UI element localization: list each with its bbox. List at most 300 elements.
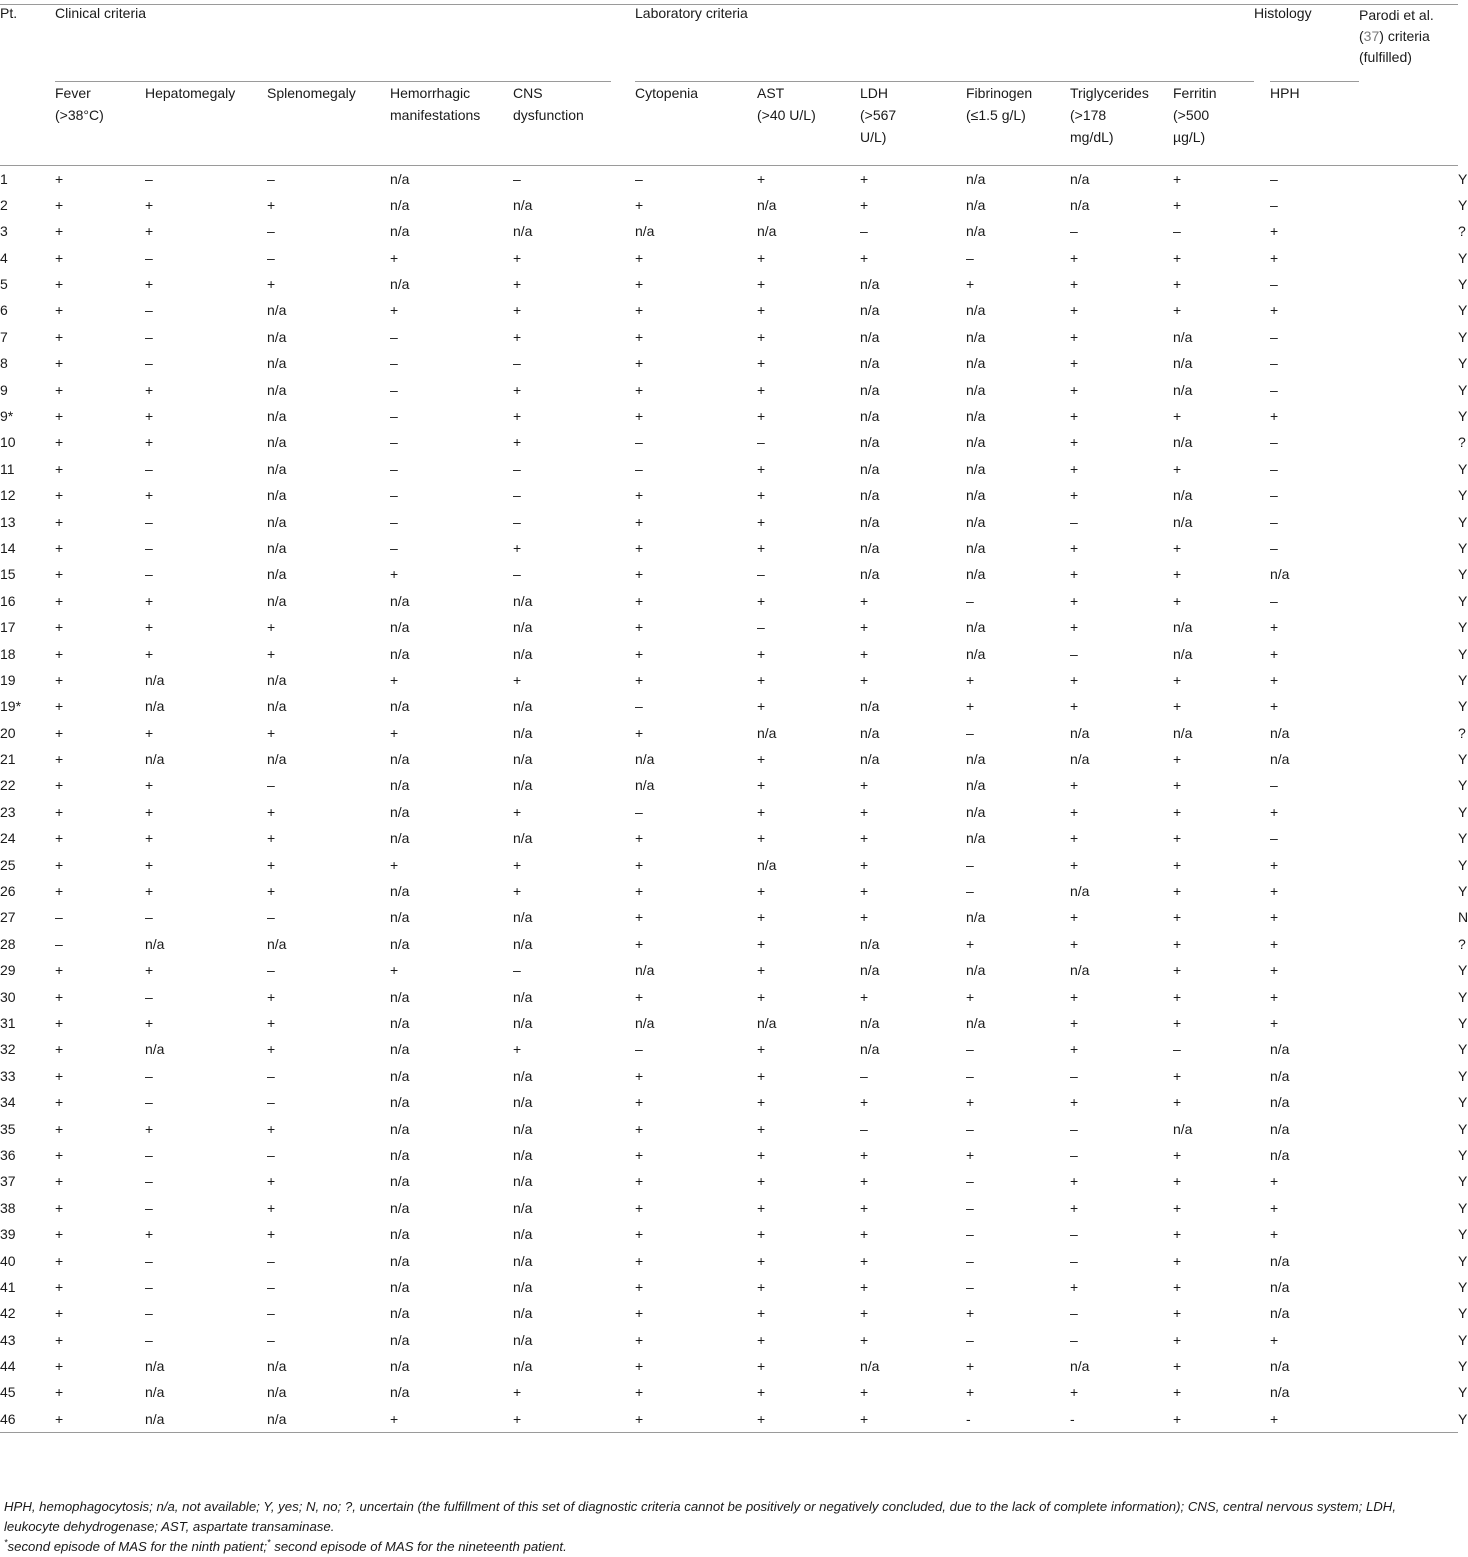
cell-value: n/a: [966, 434, 986, 451]
cell-value: +: [1173, 1410, 1182, 1427]
cell-value: n/a: [966, 487, 986, 504]
cell-value: n/a: [1173, 513, 1193, 530]
patient-id: 29: [0, 962, 16, 979]
cell-value: n/a: [513, 698, 533, 715]
cell-value: +: [55, 1410, 64, 1427]
cell-value: +: [55, 276, 64, 293]
table-row: 19* + n/a n/a n/a n/a – + n/a + + + + Y: [0, 693, 1458, 719]
cell-value: +: [55, 249, 64, 266]
patient-id: 32: [0, 1041, 16, 1058]
cell-value: –: [390, 328, 398, 345]
table-row: 23 + + + n/a + – + + n/a + + + Y: [0, 799, 1458, 825]
cell-value: n/a: [757, 1015, 777, 1031]
cell-value: n/a: [1070, 962, 1090, 979]
cell-value: +: [1270, 1226, 1279, 1243]
cell-value: n/a: [1270, 1067, 1290, 1084]
cell-value: +: [635, 408, 644, 425]
cell-value: +: [145, 276, 154, 293]
cell-value: –: [1070, 1252, 1078, 1269]
cell-value: n/a: [390, 170, 410, 187]
cell-value: +: [1070, 355, 1079, 372]
cell-value: –: [966, 724, 974, 741]
cell-value: +: [1173, 196, 1182, 213]
patient-id: 41: [0, 1278, 16, 1295]
cell-value: +: [1173, 883, 1182, 900]
cell-value: +: [635, 196, 644, 213]
cell-value: –: [145, 302, 153, 319]
cell-value: –: [390, 487, 398, 504]
cell-value: +: [513, 302, 522, 319]
cell-value: +: [966, 1094, 975, 1111]
cell-value: +: [145, 196, 154, 213]
cell-value: +: [635, 671, 644, 688]
table-row: 26 + + + n/a + + + + – n/a + + Y: [0, 878, 1458, 904]
cell-value: +: [1070, 592, 1079, 609]
cell-value: n/a: [757, 223, 777, 240]
cell-value: –: [513, 962, 521, 979]
cell-value: n/a: [966, 619, 986, 636]
cell-value: +: [55, 355, 64, 372]
table-row: 1 + – – n/a – – + + n/a n/a + – Y: [0, 166, 1458, 192]
cell-value: +: [55, 1041, 64, 1058]
cell-value: n/a: [513, 935, 533, 952]
cell-value: +: [860, 1146, 869, 1163]
cell-value: n/a: [635, 777, 655, 794]
header-clinical-criteria: Clinical criteria: [55, 5, 147, 21]
cell-value: +: [1173, 909, 1182, 926]
cell-value: +: [1270, 962, 1279, 979]
cell-value: n/a: [267, 751, 287, 768]
cell-value: +: [757, 328, 766, 345]
cell-value: +: [860, 1278, 869, 1295]
cell-value: n/a: [390, 1278, 410, 1295]
cell-value: +: [390, 856, 399, 873]
cell-value: n/a: [1270, 724, 1290, 741]
table-row: 8 + – n/a – – + + n/a n/a + n/a – Y: [0, 350, 1458, 376]
cell-value: +: [55, 513, 64, 530]
cell-value: –: [1173, 223, 1181, 240]
cell-value: –: [966, 1278, 974, 1295]
cell-value: –: [966, 1331, 974, 1348]
cell-value: n/a: [966, 408, 986, 425]
cell-value: n/a: [145, 1410, 165, 1427]
cell-value: n/a: [1070, 724, 1090, 741]
cell-value: n/a: [267, 1384, 287, 1401]
patient-id: 1: [0, 170, 8, 187]
cell-value: n/a: [513, 988, 533, 1005]
cell-value: –: [390, 408, 398, 425]
table-row: 41 + – – n/a n/a + + + – + + n/a Y: [0, 1274, 1458, 1300]
cell-value: +: [635, 1226, 644, 1243]
cell-value: +: [55, 962, 64, 979]
cell-value: +: [1070, 302, 1079, 319]
table-row: 24 + + + n/a n/a + + + n/a + + – Y: [0, 825, 1458, 851]
cell-value: +: [1070, 1278, 1079, 1295]
cell-value: n/a: [1173, 434, 1193, 451]
cell-value: +: [860, 1252, 869, 1269]
cell-value: +: [1070, 1173, 1079, 1190]
cell-value: n/a: [860, 460, 880, 477]
cell-value: –: [1270, 276, 1278, 293]
table-row: 6 + – n/a + + + + n/a n/a + + + Y: [0, 297, 1458, 323]
cell-value: +: [757, 1120, 766, 1137]
cell-value: –: [1070, 1120, 1078, 1137]
cell-value: +: [1270, 935, 1279, 952]
cell-value: +: [1070, 698, 1079, 715]
cell-value: n/a: [390, 1305, 410, 1322]
cell-value: +: [513, 671, 522, 688]
cell-value: –: [1270, 777, 1278, 794]
table-row: 35 + + + n/a n/a + + – – – n/a n/a Y: [0, 1116, 1458, 1142]
cell-value: +: [966, 276, 975, 293]
cell-value: –: [860, 223, 868, 240]
cell-value: +: [1173, 170, 1182, 187]
cell-value: +: [55, 328, 64, 345]
cell-value: +: [635, 619, 644, 636]
cell-value: +: [513, 276, 522, 293]
cell-value: +: [267, 1199, 276, 1216]
cell-value: –: [1173, 1041, 1181, 1058]
cell-value: n/a: [267, 592, 287, 609]
cell-value: n/a: [513, 751, 533, 768]
cell-value: n/a: [966, 302, 986, 319]
cell-value: +: [55, 434, 64, 451]
cell-value: +: [513, 1410, 522, 1427]
cell-value: +: [635, 988, 644, 1005]
cell-value: +: [145, 1226, 154, 1243]
reference-link[interactable]: 37: [1363, 28, 1380, 44]
cell-value: n/a: [860, 539, 880, 556]
cell-value: –: [145, 1146, 153, 1163]
cell-value: +: [1173, 698, 1182, 715]
cell-value: +: [635, 856, 644, 873]
cell-value: n/a: [513, 619, 533, 636]
cell-value: +: [1070, 1199, 1079, 1216]
cell-value: +: [757, 1067, 766, 1084]
cell-value: +: [757, 460, 766, 477]
cell-value: n/a: [513, 1199, 533, 1216]
cell-value: +: [757, 698, 766, 715]
patient-id: 30: [0, 988, 16, 1005]
cell-value: +: [635, 1331, 644, 1348]
patient-id: 6: [0, 302, 8, 319]
table-row: 34 + – – n/a n/a + + + + + + n/a Y: [0, 1089, 1458, 1115]
cell-value: n/a: [390, 1358, 410, 1375]
table-row: 9 + + n/a – + + + n/a n/a + n/a – Y: [0, 377, 1458, 403]
table-row: 29 + + – + – n/a + n/a n/a n/a + + Y: [0, 957, 1458, 983]
cell-value: +: [860, 592, 869, 609]
cell-value: +: [635, 645, 644, 662]
cell-value: +: [145, 645, 154, 662]
cell-value: +: [1173, 1226, 1182, 1243]
cell-value: +: [860, 830, 869, 847]
cell-value: n/a: [966, 460, 986, 477]
cell-value: +: [635, 276, 644, 293]
patient-id: 38: [0, 1199, 16, 1216]
cell-value: +: [267, 724, 276, 741]
cell-value: n/a: [1270, 1252, 1290, 1269]
cell-value: +: [860, 645, 869, 662]
cell-value: n/a: [390, 619, 410, 636]
cell-value: –: [267, 909, 275, 926]
cell-value: +: [267, 830, 276, 847]
cell-value: n/a: [513, 1358, 533, 1375]
cell-value: +: [513, 1384, 522, 1401]
cell-value: n/a: [267, 355, 287, 372]
cell-value: +: [635, 539, 644, 556]
cell-value: n/a: [635, 1015, 655, 1031]
cell-value: +: [513, 381, 522, 398]
cell-value: +: [390, 249, 399, 266]
cell-value: –: [513, 170, 521, 187]
table-footnotes: [4, 1497, 1454, 1557]
cell-value: –: [1070, 223, 1078, 240]
cell-value: n/a: [860, 935, 880, 952]
patient-id: 43: [0, 1331, 16, 1348]
cell-value: +: [635, 1410, 644, 1427]
cell-value: +: [145, 381, 154, 398]
cell-value: –: [267, 1331, 275, 1348]
cell-value: n/a: [1070, 751, 1090, 768]
cell-value: n/a: [860, 276, 880, 293]
table-row: 28 – n/a n/a n/a n/a + + n/a + + + + ?: [0, 931, 1458, 957]
cell-value: +: [1173, 830, 1182, 847]
cell-value: –: [966, 592, 974, 609]
cell-value: +: [145, 223, 154, 240]
cell-value: n/a: [390, 777, 410, 794]
cell-value: +: [267, 883, 276, 900]
cell-value: n/a: [267, 1410, 287, 1427]
cell-value: –: [267, 777, 275, 794]
cell-value: +: [860, 671, 869, 688]
subheader-splenomegaly: Splenomegaly: [267, 81, 390, 165]
cell-value: +: [390, 566, 399, 583]
cell-value: –: [757, 619, 765, 636]
cell-value: +: [635, 724, 644, 741]
cell-value: n/a: [860, 1358, 880, 1375]
cell-value: –: [1270, 487, 1278, 504]
cell-value: –: [1270, 513, 1278, 530]
cell-value: –: [966, 1226, 974, 1243]
cell-value: n/a: [1270, 1094, 1290, 1111]
cell-value: n/a: [757, 856, 777, 873]
patient-id: 42: [0, 1305, 16, 1322]
cell-value: –: [145, 988, 153, 1005]
patient-id: 3: [0, 223, 8, 240]
cell-value: +: [145, 724, 154, 741]
cell-value: +: [757, 1331, 766, 1348]
cell-value: +: [55, 1226, 64, 1243]
cell-value: n/a: [267, 328, 287, 345]
cell-value: +: [55, 196, 64, 213]
table-row: 11 + – n/a – – – + n/a n/a + + – Y: [0, 456, 1458, 482]
cell-value: n/a: [513, 777, 533, 794]
patient-id: 16: [0, 592, 16, 609]
cell-value: +: [1270, 1410, 1279, 1427]
cell-value: +: [860, 196, 869, 213]
cell-value: n/a: [966, 803, 986, 820]
patient-id: 22: [0, 777, 16, 794]
cell-value: +: [513, 434, 522, 451]
cell-value: –: [966, 883, 974, 900]
cell-value: +: [635, 1067, 644, 1084]
cell-value: –: [267, 1305, 275, 1322]
cell-value: –: [145, 328, 153, 345]
subheader-ferritin: Ferritin (>500 µg/L): [1173, 81, 1254, 165]
cell-value: +: [1173, 1358, 1182, 1375]
cell-value: +: [860, 619, 869, 636]
cell-value: +: [513, 856, 522, 873]
cell-value: +: [635, 302, 644, 319]
patient-id: 17: [0, 619, 16, 636]
cell-value: –: [966, 1067, 974, 1084]
cell-value: +: [390, 962, 399, 979]
cell-value: +: [1270, 645, 1279, 662]
patient-id: 18: [0, 645, 16, 662]
cell-value: +: [635, 566, 644, 583]
cell-value: –: [267, 1067, 275, 1084]
patient-id: 21: [0, 751, 16, 768]
table-row: 38 + – + n/a n/a + + + – + + + Y: [0, 1195, 1458, 1221]
cell-value: +: [757, 539, 766, 556]
cell-value: +: [55, 223, 64, 240]
cell-value: –: [966, 1120, 974, 1137]
cell-value: n/a: [860, 698, 880, 715]
table-row: 3 + + – n/a n/a n/a n/a – n/a – – + ?: [0, 218, 1458, 244]
cell-value: –: [1070, 513, 1078, 530]
cell-value: +: [635, 381, 644, 398]
cell-value: +: [1173, 460, 1182, 477]
cell-value: +: [145, 487, 154, 504]
cell-value: n/a: [860, 724, 880, 741]
cell-value: +: [55, 777, 64, 794]
cell-value: +: [267, 645, 276, 662]
cell-value: n/a: [966, 962, 986, 979]
patient-id: 33: [0, 1067, 16, 1084]
cell-value: –: [1070, 1226, 1078, 1243]
cell-value: +: [513, 1041, 522, 1058]
cell-value: +: [55, 751, 64, 768]
cell-value: +: [55, 803, 64, 820]
cell-value: +: [860, 249, 869, 266]
table-row: 5 + + + n/a + + + n/a + + + – Y: [0, 271, 1458, 297]
subheader-cns: CNS dysfunction: [513, 81, 611, 165]
cell-value: –: [1270, 355, 1278, 372]
subheader-fibrinogen: Fibrinogen (≤1.5 g/L): [966, 81, 1070, 165]
cell-value: +: [1070, 856, 1079, 873]
cell-value: –: [145, 539, 153, 556]
cell-value: +: [145, 1015, 154, 1031]
cell-value: +: [145, 830, 154, 847]
cell-value: n/a: [1173, 645, 1193, 662]
cell-value: +: [635, 830, 644, 847]
header-histology: Histology: [1254, 5, 1312, 21]
cell-value: n/a: [635, 962, 655, 979]
cell-value: +: [390, 302, 399, 319]
cell-value: +: [145, 619, 154, 636]
table-row: 9* + + n/a – + + + n/a n/a + + + Y: [0, 403, 1458, 429]
table-row: 12 + + n/a – – + + n/a n/a + n/a – Y: [0, 482, 1458, 508]
cell-value: n/a: [267, 381, 287, 398]
subheader-cytopenia: Cytopenia: [635, 81, 757, 165]
parodi-criteria-word: criteria: [1387, 28, 1430, 44]
cell-value: +: [1173, 592, 1182, 609]
cell-value: –: [145, 355, 153, 372]
cell-value: +: [55, 408, 64, 425]
cell-value: n/a: [267, 434, 287, 451]
cell-value: n/a: [390, 909, 410, 926]
table-row: 33 + – – n/a n/a + + – – – + n/a Y: [0, 1063, 1458, 1089]
cell-value: n/a: [1270, 1384, 1290, 1401]
table-row: 32 + n/a + n/a + – + n/a – + – n/a Y: [0, 1036, 1458, 1062]
cell-value: +: [757, 355, 766, 372]
cell-value: +: [757, 751, 766, 768]
cell-value: +: [1270, 909, 1279, 926]
cell-value: +: [860, 170, 869, 187]
cell-value: n/a: [145, 935, 165, 952]
cell-value: +: [635, 1120, 644, 1137]
cell-value: +: [860, 803, 869, 820]
cell-value: –: [1270, 460, 1278, 477]
cell-value: +: [513, 408, 522, 425]
cell-value: +: [1270, 619, 1279, 636]
patient-id: 28: [0, 935, 16, 952]
cell-value: n/a: [513, 1252, 533, 1269]
cell-value: –: [145, 1173, 153, 1190]
cell-value: +: [55, 883, 64, 900]
cell-value: n/a: [513, 1173, 533, 1190]
cell-value: –: [1270, 381, 1278, 398]
cell-value: +: [1173, 1252, 1182, 1269]
cell-value: –: [390, 355, 398, 372]
cell-value: n/a: [390, 1226, 410, 1243]
cell-value: –: [966, 1041, 974, 1058]
cell-value: +: [55, 1067, 64, 1084]
patient-id: 40: [0, 1252, 16, 1269]
table-row: 39 + + + n/a n/a + + + – – + + Y: [0, 1221, 1458, 1247]
cell-value: n/a: [1270, 1146, 1290, 1163]
cell-value: –: [1070, 645, 1078, 662]
cell-value: n/a: [966, 566, 986, 583]
cell-value: +: [757, 1041, 766, 1058]
cell-value: –: [390, 381, 398, 398]
cell-value: –: [1270, 434, 1278, 451]
cell-value: +: [1173, 1067, 1182, 1084]
table-row: 36 + – – n/a n/a + + + + – + n/a Y: [0, 1142, 1458, 1168]
cell-value: –: [513, 566, 521, 583]
cell-value: n/a: [966, 830, 986, 847]
patient-id: 12: [0, 487, 16, 504]
cell-value: n/a: [513, 223, 533, 240]
cell-value: n/a: [860, 1041, 880, 1058]
cell-value: n/a: [390, 1173, 410, 1190]
cell-value: +: [635, 909, 644, 926]
cell-value: +: [860, 1094, 869, 1111]
cell-value: +: [757, 645, 766, 662]
cell-value: –: [145, 513, 153, 530]
cell-value: +: [860, 1410, 869, 1427]
cell-value: +: [267, 803, 276, 820]
cell-value: +: [757, 1252, 766, 1269]
table-row: 14 + – n/a – + + + n/a n/a + + – Y: [0, 535, 1458, 561]
patient-id: 20: [0, 724, 16, 741]
cell-value: n/a: [860, 751, 880, 768]
table-row: 4 + – – + + + + + – + + + Y: [0, 245, 1458, 271]
criteria-table: [0, 4, 1468, 1433]
cell-value: n/a: [513, 1278, 533, 1295]
cell-value: –: [267, 1278, 275, 1295]
cell-value: –: [635, 698, 643, 715]
